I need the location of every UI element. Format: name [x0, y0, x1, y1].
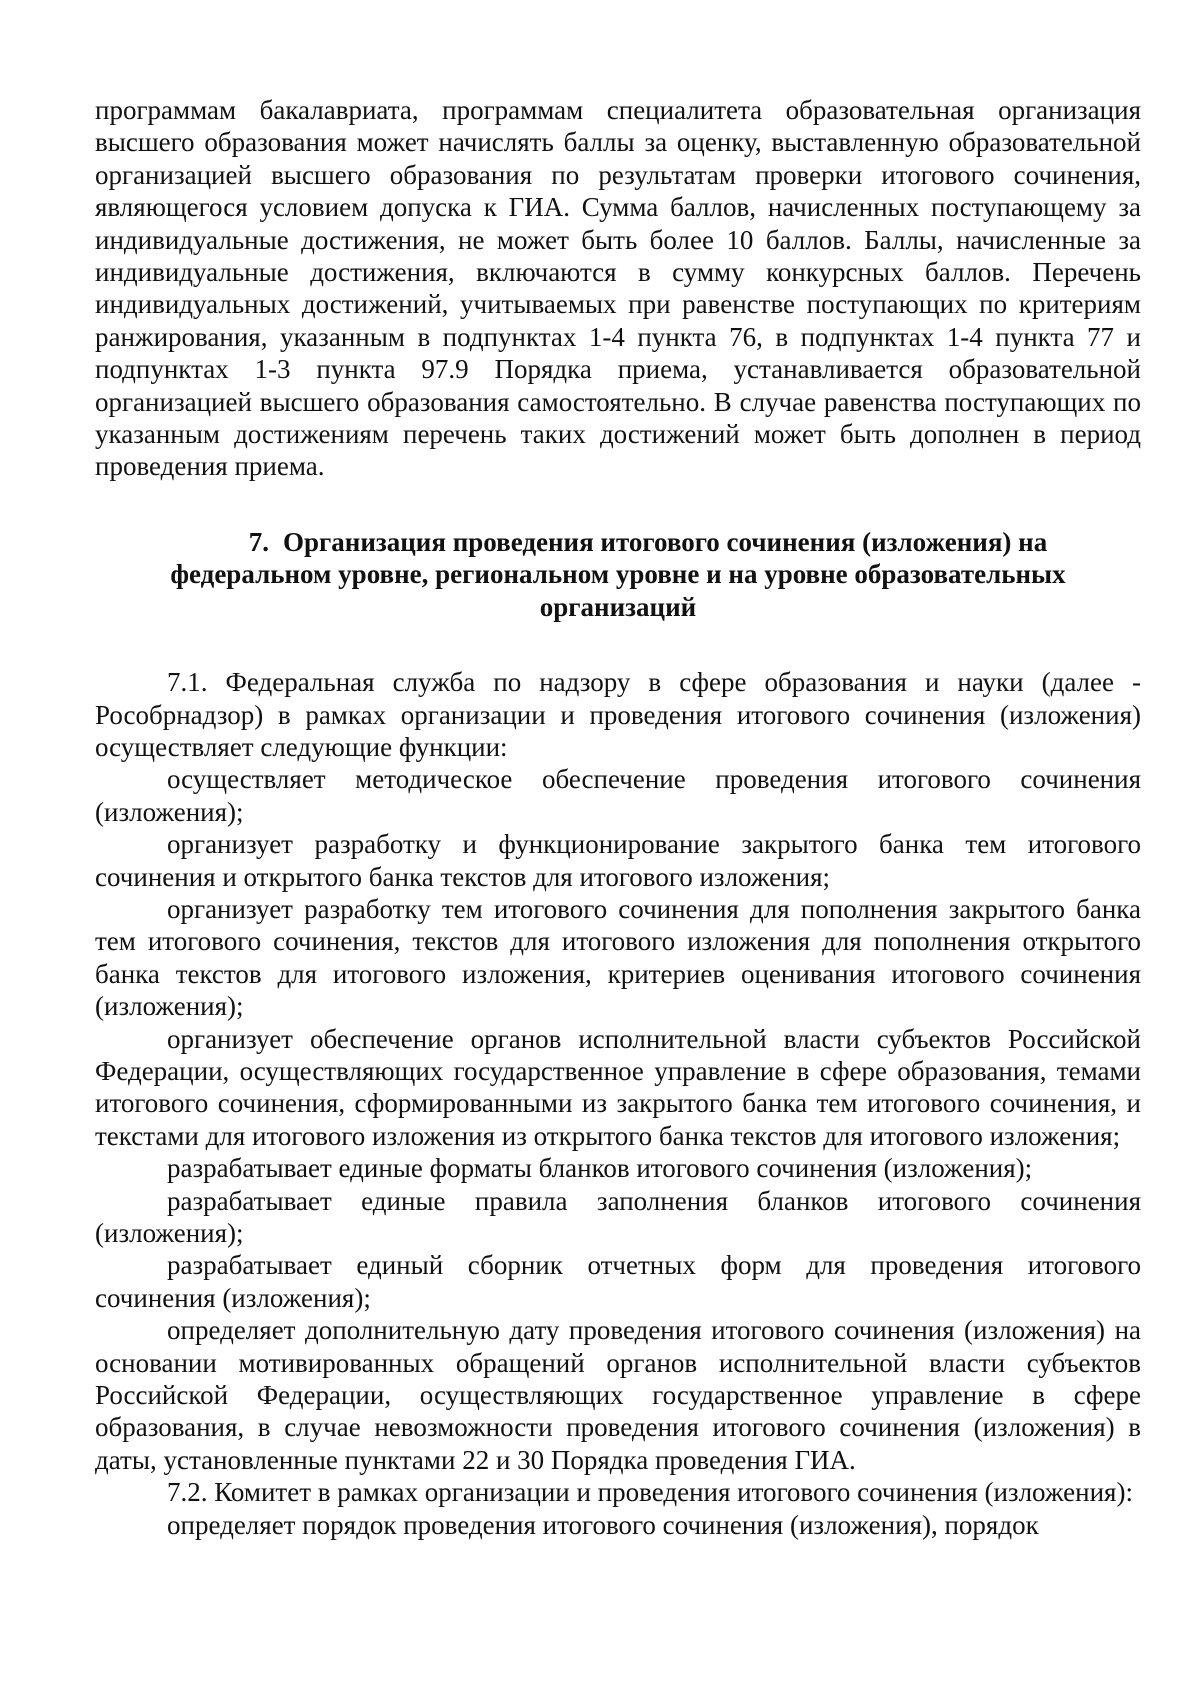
paragraph-7-2: 7.2. Комитет в рамках организации и проведения итогового сочинения (изложения):	[167, 1477, 1133, 1508]
function-item: осуществляет методическое обеспечение проведения итогового сочинения (изложения);	[95, 764, 1141, 827]
section-title-line-1: Организация проведения итогового сочинения (изложения) на	[283, 526, 1048, 557]
section-title-line-2: федеральном уровне, региональном уровне и на уровне образовательных	[170, 559, 1066, 590]
document-body	[95, 94, 1141, 1541]
function-item: определяет дополнительную дату проведения итогового сочинения (изложения) на основании мотивированных обращений органов исполнительной власти субъектов Российской Федерации, осуществляющих государственное управление в сфере образования, в случае невозможности проведения итогового сочинения (изложения) в даты, установленные пунктами 22 и 30 Порядка проведения ГИА.	[95, 1315, 1141, 1475]
function-item: определяет порядок проведения итогового сочинения (изложения), порядок	[167, 1509, 1039, 1540]
section-title-line-3: организаций	[539, 591, 697, 622]
function-item: разрабатывает единые форматы бланков итогового сочинения (изложения);	[167, 1153, 1033, 1184]
paragraph-7-1: 7.1. Федеральная служба по надзору в сфере образования и науки (далее - Рособрнадзор) в рамках организации и проведения итогового сочинения (изложения) осуществляет следующие функции:	[95, 667, 1141, 762]
function-item: организует обеспечение органов исполнительной власти субъектов Российской Федерации, осуществляющих государственное управление в сфере образования, темами итогового сочинения, сформированными из закрытого банка тем итогового сочинения, и текстами для итогового изложения из открытого банка текстов для итогового изложения;	[95, 1023, 1141, 1151]
section-heading-line-1	[95, 526, 1141, 558]
function-item: организует разработку и функционирование закрытого банка тем итогового сочинения и открытого банка текстов для итогового изложения;	[95, 829, 1141, 892]
section-number: 7.	[248, 526, 269, 557]
function-item: разрабатывает единые правила заполнения бланков итогового сочинения (изложения);	[95, 1185, 1141, 1248]
function-item: разрабатывает единый сборник отчетных форм для проведения итогового сочинения (изложения);	[95, 1250, 1141, 1313]
section-heading	[95, 526, 1141, 623]
function-item: организует разработку тем итогового сочинения для пополнения закрытого банка тем итогового сочинения, текстов для итогового изложения для пополнения открытого банка текстов для итогового изложения, критериев оценивания итогового сочинения (изложения);	[95, 893, 1141, 1022]
intro-paragraph: программам бакалавриата, программам специалитета образовательная организация высшего образования может начислять баллы за оценку, выставленную образовательной организацией высшего образования по результатам проверки итогового сочинения, являющегося условием допуска к ГИА. Сумма баллов, начисленных поступающему за индивидуальные достижения, не может быть более 10 баллов. Баллы, начисленные за индивидуальные достижения, включаются в сумму конкурсных баллов. Перечень индивидуальных достижений, учитываемых при равенстве поступающих по критериям ранжирования, указанным в подпунктах 1-4 пункта 76, в подпунктах 1-4 пункта 77 и подпунктах 1-3 пункта 97.9 Порядка приема, устанавливается образовательной организацией высшего образования самостоятельно. В случае равенства поступающих по указанным достижениям перечень таких достижений может быть дополнен в период проведения приема.	[95, 95, 1141, 482]
